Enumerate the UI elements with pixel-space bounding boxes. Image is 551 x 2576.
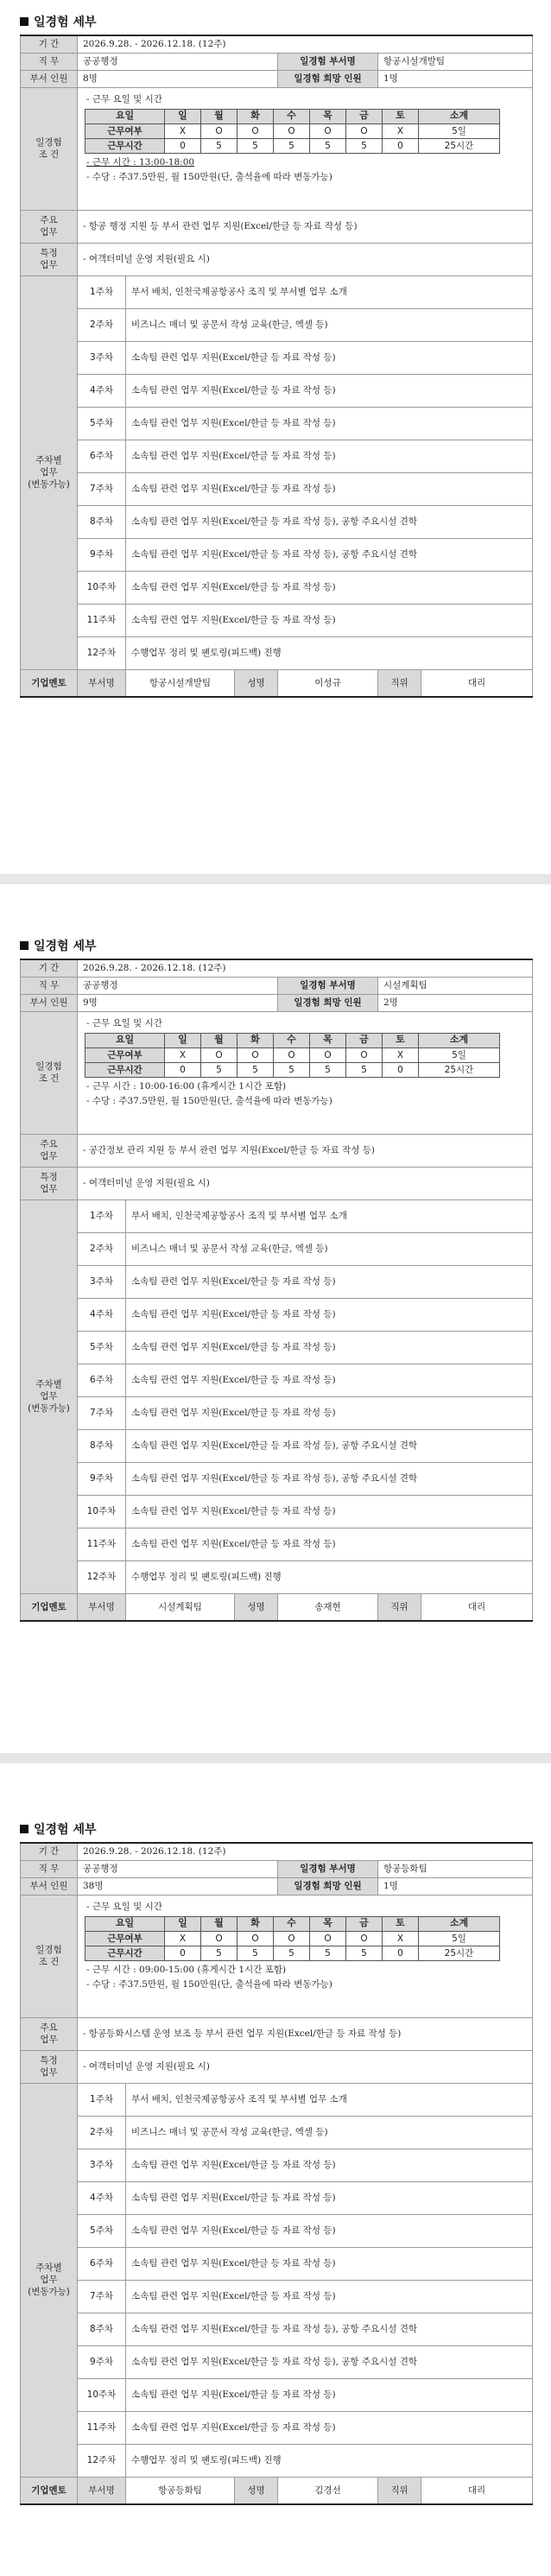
- schedule-cell: 5: [274, 1946, 310, 1960]
- mentor-label: 기업멘토: [21, 1593, 78, 1621]
- week-task: 소속팀 관련 업무 지원(Excel/한글 등 자료 작성 등): [126, 2149, 533, 2181]
- schedule-header-cell: 수: [274, 1916, 310, 1931]
- weekly-row: [21, 2411, 533, 2444]
- schedule-cell: O: [238, 1931, 274, 1946]
- job-label: 직 무: [21, 1860, 78, 1877]
- week-task: 소속팀 관련 업무 지원(Excel/한글 등 자료 작성 등): [126, 1528, 533, 1560]
- schedule-header-cell: 목: [310, 1033, 346, 1047]
- week-task: 소속팀 관련 업무 지원(Excel/한글 등 자료 작성 등): [126, 2411, 533, 2444]
- weekly-row: [21, 2116, 533, 2149]
- schedule-cell: X: [383, 1047, 419, 1062]
- week-label: 2주차: [78, 308, 126, 341]
- schedule-header-cell: 토: [383, 1033, 419, 1047]
- mentor-name-label: 성명: [235, 669, 278, 697]
- schedule-table: [85, 1916, 500, 1961]
- schedule-cell: 0: [383, 138, 419, 153]
- mentor-name-value: 송재현: [278, 1593, 378, 1621]
- weekly-row: [21, 505, 533, 538]
- week-task: 소속팀 관련 업무 지원(Excel/한글 등 자료 작성 등): [126, 2181, 533, 2214]
- week-task: 소속팀 관련 업무 지원(Excel/한글 등 자료 작성 등): [126, 472, 533, 505]
- special-duty-value: - 여객터미널 운영 지원(필요 시): [78, 2050, 533, 2083]
- wanted-label: 일경험 희망 인원: [278, 1877, 378, 1895]
- week-task: 소속팀 관련 업무 지원(Excel/한글 등 자료 작성 등): [126, 374, 533, 407]
- dept-label: 일경험 부서명: [278, 1860, 378, 1877]
- schedule-cell: 0: [165, 138, 201, 153]
- week-label: 12주차: [78, 1560, 126, 1593]
- weekly-row: [21, 1396, 533, 1429]
- square-bullet-icon: [20, 941, 28, 950]
- section-heading: [20, 937, 97, 954]
- week-label: 8주차: [78, 1429, 126, 1462]
- square-bullet-icon: [20, 1825, 28, 1833]
- weekly-row: [21, 2313, 533, 2345]
- schedule-cell: 5: [310, 1946, 346, 1960]
- schedule-cell: O: [201, 123, 238, 138]
- schedule-cell: O: [238, 1047, 274, 1062]
- members-label: 부서 인원: [21, 1877, 78, 1895]
- schedule-cell: 5: [201, 138, 238, 153]
- schedule-row: [86, 1946, 500, 1960]
- week-task: 소속팀 관련 업무 지원(Excel/한글 등 자료 작성 등): [126, 341, 533, 374]
- condition-cell: [78, 1895, 533, 2017]
- main-duty-value: - 항공등화시스템 운영 보조 등 부서 관련 업무 지원(Excel/한글 등 자료 작성 등): [78, 2017, 533, 2050]
- week-label: 1주차: [78, 275, 126, 308]
- schedule-cell: X: [165, 123, 201, 138]
- period-label: 기 간: [21, 1843, 78, 1860]
- schedule-row-label: 근무시간: [86, 1062, 165, 1077]
- hours-note: - 근무 시간 : 10:00-16:00 (휴게시간 1시간 포함): [86, 1080, 287, 1092]
- schedule-header-cell: 소계: [419, 109, 500, 123]
- schedule-header-cell: 금: [346, 1916, 383, 1931]
- week-label: 2주차: [78, 1232, 126, 1265]
- schedule-row: [86, 123, 500, 138]
- week-label: 3주차: [78, 1265, 126, 1298]
- dept-label: 일경험 부서명: [278, 977, 378, 994]
- weekly-row: [21, 1495, 533, 1528]
- dept-value: 항공시설개발팀: [378, 53, 533, 70]
- schedule-cell: 5: [310, 138, 346, 153]
- schedule-header-cell: 일: [165, 109, 201, 123]
- week-label: 6주차: [78, 440, 126, 472]
- condition-title: - 근무 요일 및 시간: [86, 1901, 162, 1912]
- week-task: 소속팀 관련 업무 지원(Excel/한글 등 자료 작성 등): [126, 407, 533, 440]
- schedule-header-cell: 일: [165, 1033, 201, 1047]
- weekly-row: [21, 538, 533, 571]
- section-title: 일경험 세부: [34, 1823, 97, 1837]
- condition-label: 일경험 조 건: [21, 1011, 78, 1134]
- schedule-cell: 5: [238, 1946, 274, 1960]
- schedule-cell: X: [165, 1047, 201, 1062]
- week-task: 소속팀 관련 업무 지원(Excel/한글 등 자료 작성 등): [126, 1265, 533, 1298]
- wanted-label: 일경험 희망 인원: [278, 70, 378, 87]
- week-label: 9주차: [78, 538, 126, 571]
- schedule-row: [86, 1062, 500, 1077]
- wanted-value: 1명: [378, 70, 533, 87]
- schedule-cell: O: [310, 123, 346, 138]
- schedule-header-cell: 목: [310, 1916, 346, 1931]
- schedule-cell: O: [201, 1047, 238, 1062]
- week-task: 비즈니스 매너 및 공문서 작성 교육(한글, 엑셀 등): [126, 1232, 533, 1265]
- mentor-position-label: 직위: [378, 1593, 421, 1621]
- schedule-header-cell: 금: [346, 109, 383, 123]
- week-task: 소속팀 관련 업무 지원(Excel/한글 등 자료 작성 등): [126, 2280, 533, 2313]
- week-label: 10주차: [78, 571, 126, 604]
- weekly-row: [21, 374, 533, 407]
- members-label: 부서 인원: [21, 70, 78, 87]
- schedule-header-cell: 수: [274, 1033, 310, 1047]
- schedule-header-cell: 요일: [86, 109, 165, 123]
- mentor-label: 기업멘토: [21, 669, 78, 697]
- schedule-cell: O: [310, 1047, 346, 1062]
- weekly-row: [21, 472, 533, 505]
- schedule-cell: 5: [346, 138, 383, 153]
- dept-value: 시설계획팀: [378, 977, 533, 994]
- schedule-row-label: 근무시간: [86, 1946, 165, 1960]
- schedule-cell: 0: [383, 1062, 419, 1077]
- condition-label: 일경험 조 건: [21, 1895, 78, 2017]
- weekly-row: [21, 2247, 533, 2280]
- schedule-row-label: 근무여부: [86, 1931, 165, 1946]
- detail-table: [20, 35, 533, 698]
- weekly-row: [21, 275, 533, 308]
- schedule-header-row: [86, 1916, 500, 1931]
- condition-title: - 근무 요일 및 시간: [86, 1017, 162, 1029]
- special-duty-label: 특정 업무: [21, 2050, 78, 2083]
- schedule-header-cell: 소계: [419, 1033, 500, 1047]
- week-task: 소속팀 관련 업무 지원(Excel/한글 등 자료 작성 등): [126, 1331, 533, 1364]
- special-duty-value: - 여객터미널 운영 지원(필요 시): [78, 243, 533, 275]
- weekly-row: [21, 1429, 533, 1462]
- week-label: 7주차: [78, 1396, 126, 1429]
- week-label: 11주차: [78, 604, 126, 636]
- weekly-row: [21, 636, 533, 669]
- weekly-row: [21, 2345, 533, 2378]
- weekly-label: 주차별 업무 (변동가능): [21, 275, 78, 669]
- weekly-row: [21, 1462, 533, 1495]
- hours-note: - 근무 시간 : 13:00-18:00: [86, 156, 195, 168]
- schedule-row: [86, 138, 500, 153]
- schedule-cell: 25시간: [419, 1946, 500, 1960]
- week-label: 7주차: [78, 2280, 126, 2313]
- schedule-header-cell: 일: [165, 1916, 201, 1931]
- week-label: 9주차: [78, 1462, 126, 1495]
- week-label: 4주차: [78, 374, 126, 407]
- schedule-cell: X: [383, 123, 419, 138]
- week-task: 소속팀 관련 업무 지원(Excel/한글 등 자료 작성 등), 공항 주요시설 견학: [126, 1462, 533, 1495]
- mentor-label: 기업멘토: [21, 2477, 78, 2504]
- section-title: 일경험 세부: [34, 16, 97, 29]
- section-heading: [20, 1820, 97, 1838]
- schedule-header-cell: 요일: [86, 1916, 165, 1931]
- week-task: 소속팀 관련 업무 지원(Excel/한글 등 자료 작성 등): [126, 571, 533, 604]
- schedule-header-cell: 월: [201, 1033, 238, 1047]
- schedule-cell: 5: [274, 138, 310, 153]
- schedule-cell: O: [238, 123, 274, 138]
- schedule-row-label: 근무시간: [86, 138, 165, 153]
- main-duty-label: 주요 업무: [21, 2017, 78, 2050]
- week-task: 부서 배치, 인천국제공항공사 조직 및 부서별 업무 소개: [126, 1199, 533, 1232]
- weekly-row: [21, 2444, 533, 2477]
- schedule-cell: 0: [165, 1946, 201, 1960]
- condition-title: - 근무 요일 및 시간: [86, 93, 162, 104]
- weekly-row: [21, 407, 533, 440]
- week-label: 1주차: [78, 2083, 126, 2116]
- work-experience-section: [0, 1807, 551, 2576]
- mentor-dept-label: 부서명: [78, 669, 126, 697]
- schedule-cell: 5: [238, 138, 274, 153]
- weekly-row: [21, 1364, 533, 1396]
- wanted-label: 일경험 희망 인원: [278, 994, 378, 1011]
- members-label: 부서 인원: [21, 994, 78, 1011]
- condition-label: 일경험 조 건: [21, 87, 78, 210]
- week-task: 소속팀 관련 업무 지원(Excel/한글 등 자료 작성 등): [126, 1364, 533, 1396]
- schedule-cell: 5: [274, 1062, 310, 1077]
- schedule-table: [85, 109, 500, 154]
- wanted-value: 1명: [378, 1877, 533, 1895]
- week-task: 수행업무 정리 및 팬토링(피드백) 진행: [126, 636, 533, 669]
- period-value: 2026.9.28. - 2026.12.18. (12주): [78, 35, 533, 53]
- schedule-header-cell: 화: [238, 109, 274, 123]
- weekly-row: [21, 2378, 533, 2411]
- schedule-cell: O: [274, 1047, 310, 1062]
- week-label: 12주차: [78, 2444, 126, 2477]
- detail-table: [20, 959, 533, 1622]
- week-task: 소속팀 관련 업무 지원(Excel/한글 등 자료 작성 등): [126, 2247, 533, 2280]
- pay-note: - 수당 : 주37.5만원, 월 150만원(단, 출석율에 따라 변동가능): [86, 1095, 332, 1106]
- members-value: 9명: [78, 994, 278, 1011]
- week-task: 부서 배치, 인천국제공항공사 조직 및 부서별 업무 소개: [126, 275, 533, 308]
- week-label: 5주차: [78, 2214, 126, 2247]
- mentor-position-label: 직위: [378, 669, 421, 697]
- section-heading: [20, 13, 97, 30]
- schedule-cell: 5일: [419, 1047, 500, 1062]
- schedule-cell: O: [274, 123, 310, 138]
- schedule-cell: 0: [383, 1946, 419, 1960]
- schedule-header-cell: 수: [274, 109, 310, 123]
- week-task: 소속팀 관련 업무 지원(Excel/한글 등 자료 작성 등), 공항 주요시설 견학: [126, 2313, 533, 2345]
- schedule-cell: X: [383, 1931, 419, 1946]
- period-label: 기 간: [21, 35, 78, 53]
- schedule-row: [86, 1931, 500, 1946]
- schedule-cell: 5: [346, 1946, 383, 1960]
- mentor-dept-label: 부서명: [78, 1593, 126, 1621]
- week-label: 10주차: [78, 1495, 126, 1528]
- pay-note: - 수당 : 주37.5만원, 월 150만원(단, 출석율에 따라 변동가능): [86, 1978, 332, 1990]
- week-label: 11주차: [78, 2411, 126, 2444]
- job-value: 공공행정: [78, 977, 278, 994]
- weekly-row: [21, 1528, 533, 1560]
- schedule-cell: 5: [238, 1062, 274, 1077]
- week-task: 수행업무 정리 및 팬토링(피드백) 진행: [126, 2444, 533, 2477]
- schedule-cell: 0: [165, 1062, 201, 1077]
- schedule-header-cell: 요일: [86, 1033, 165, 1047]
- schedule-table: [85, 1033, 500, 1078]
- schedule-cell: 5: [310, 1062, 346, 1077]
- main-duty-value: - 항공 행정 지원 등 부서 관련 업무 지원(Excel/한글 등 자료 작성 등): [78, 210, 533, 243]
- weekly-row: [21, 2280, 533, 2313]
- week-label: 2주차: [78, 2116, 126, 2149]
- week-task: 소속팀 관련 업무 지원(Excel/한글 등 자료 작성 등): [126, 1298, 533, 1331]
- condition-cell: [78, 1011, 533, 1134]
- mentor-name-label: 성명: [235, 1593, 278, 1621]
- job-label: 직 무: [21, 977, 78, 994]
- schedule-header-cell: 월: [201, 1916, 238, 1931]
- week-label: 7주차: [78, 472, 126, 505]
- schedule-header-cell: 소계: [419, 1916, 500, 1931]
- schedule-cell: 5일: [419, 1931, 500, 1946]
- schedule-header-cell: 월: [201, 109, 238, 123]
- period-value: 2026.9.28. - 2026.12.18. (12주): [78, 1843, 533, 1860]
- week-label: 5주차: [78, 1331, 126, 1364]
- weekly-row: [21, 1331, 533, 1364]
- week-task: 소속팀 관련 업무 지원(Excel/한글 등 자료 작성 등): [126, 604, 533, 636]
- week-label: 8주차: [78, 505, 126, 538]
- weekly-row: [21, 440, 533, 472]
- mentor-dept-value: 시설계획팀: [126, 1593, 235, 1621]
- schedule-header-row: [86, 109, 500, 123]
- schedule-header-cell: 토: [383, 109, 419, 123]
- mentor-dept-label: 부서명: [78, 2477, 126, 2504]
- week-task: 수행업무 정리 및 팬토링(피드백) 진행: [126, 1560, 533, 1593]
- week-label: 5주차: [78, 407, 126, 440]
- mentor-position-label: 직위: [378, 2477, 421, 2504]
- week-label: 4주차: [78, 1298, 126, 1331]
- schedule-header-cell: 토: [383, 1916, 419, 1931]
- schedule-header-cell: 화: [238, 1033, 274, 1047]
- weekly-row: [21, 341, 533, 374]
- weekly-row: [21, 308, 533, 341]
- section-title: 일경험 세부: [34, 940, 97, 953]
- week-label: 3주차: [78, 341, 126, 374]
- work-experience-section: [0, 0, 551, 769]
- mentor-position-value: 대리: [421, 669, 533, 697]
- dept-value: 항공등화팀: [378, 1860, 533, 1877]
- period-value: 2026.9.28. - 2026.12.18. (12주): [78, 959, 533, 977]
- week-label: 1주차: [78, 1199, 126, 1232]
- mentor-dept-value: 항공시설개발팀: [126, 669, 235, 697]
- week-task: 비즈니스 매너 및 공문서 작성 교육(한글, 엑셀 등): [126, 2116, 533, 2149]
- mentor-position-value: 대리: [421, 2477, 533, 2504]
- week-task: 소속팀 관련 업무 지원(Excel/한글 등 자료 작성 등): [126, 1495, 533, 1528]
- weekly-row: [21, 1560, 533, 1593]
- schedule-cell: O: [274, 1931, 310, 1946]
- weekly-row: [21, 1298, 533, 1331]
- dept-label: 일경험 부서명: [278, 53, 378, 70]
- members-value: 38명: [78, 1877, 278, 1895]
- weekly-row: [21, 2083, 533, 2116]
- main-duty-label: 주요 업무: [21, 1134, 78, 1167]
- mentor-position-value: 대리: [421, 1593, 533, 1621]
- schedule-row-label: 근무여부: [86, 123, 165, 138]
- week-label: 6주차: [78, 1364, 126, 1396]
- schedule-header-row: [86, 1033, 500, 1047]
- hours-note: - 근무 시간 : 09:00-15:00 (휴게시간 1시간 포함): [86, 1964, 287, 1975]
- weekly-row: [21, 2214, 533, 2247]
- wanted-value: 2명: [378, 994, 533, 1011]
- job-label: 직 무: [21, 53, 78, 70]
- special-duty-value: - 여객터미널 운영 지원(필요 시): [78, 1167, 533, 1199]
- special-duty-label: 특정 업무: [21, 243, 78, 275]
- schedule-header-cell: 금: [346, 1033, 383, 1047]
- schedule-cell: 25시간: [419, 1062, 500, 1077]
- condition-cell: [78, 87, 533, 210]
- schedule-cell: O: [310, 1931, 346, 1946]
- week-task: 소속팀 관련 업무 지원(Excel/한글 등 자료 작성 등), 공항 주요시설 견학: [126, 1429, 533, 1462]
- week-task: 비즈니스 매너 및 공문서 작성 교육(한글, 엑셀 등): [126, 308, 533, 341]
- mentor-name-value: 이성규: [278, 669, 378, 697]
- schedule-cell: O: [346, 123, 383, 138]
- week-label: 11주차: [78, 1528, 126, 1560]
- week-task: 소속팀 관련 업무 지원(Excel/한글 등 자료 작성 등): [126, 2214, 533, 2247]
- week-task: 소속팀 관련 업무 지원(Excel/한글 등 자료 작성 등), 공항 주요시설 견학: [126, 505, 533, 538]
- pay-note: - 수당 : 주37.5만원, 월 150만원(단, 출석율에 따라 변동가능): [86, 171, 332, 182]
- schedule-header-cell: 목: [310, 109, 346, 123]
- schedule-cell: 5: [346, 1062, 383, 1077]
- page-separator: [0, 874, 551, 884]
- week-label: 10주차: [78, 2378, 126, 2411]
- schedule-cell: X: [165, 1931, 201, 1946]
- job-value: 공공행정: [78, 1860, 278, 1877]
- week-label: 3주차: [78, 2149, 126, 2181]
- schedule-cell: O: [346, 1931, 383, 1946]
- main-duty-label: 주요 업무: [21, 210, 78, 243]
- schedule-header-cell: 화: [238, 1916, 274, 1931]
- schedule-cell: 5일: [419, 123, 500, 138]
- mentor-name-label: 성명: [235, 2477, 278, 2504]
- members-value: 8명: [78, 70, 278, 87]
- job-value: 공공행정: [78, 53, 278, 70]
- week-task: 소속팀 관련 업무 지원(Excel/한글 등 자료 작성 등), 공항 주요시설 견학: [126, 2345, 533, 2378]
- work-experience-section: [0, 924, 551, 1693]
- mentor-dept-value: 항공등화팀: [126, 2477, 235, 2504]
- detail-table: [20, 1842, 533, 2505]
- schedule-cell: O: [201, 1931, 238, 1946]
- schedule-cell: 5: [201, 1946, 238, 1960]
- square-bullet-icon: [20, 17, 28, 26]
- weekly-label: 주차별 업무 (변동가능): [21, 1199, 78, 1593]
- weekly-row: [21, 1199, 533, 1232]
- week-task: 부서 배치, 인천국제공항공사 조직 및 부서별 업무 소개: [126, 2083, 533, 2116]
- week-task: 소속팀 관련 업무 지원(Excel/한글 등 자료 작성 등), 공항 주요시설 견학: [126, 538, 533, 571]
- mentor-name-value: 김경선: [278, 2477, 378, 2504]
- weekly-row: [21, 2181, 533, 2214]
- week-task: 소속팀 관련 업무 지원(Excel/한글 등 자료 작성 등): [126, 1396, 533, 1429]
- week-label: 9주차: [78, 2345, 126, 2378]
- week-task: 소속팀 관련 업무 지원(Excel/한글 등 자료 작성 등): [126, 440, 533, 472]
- weekly-row: [21, 571, 533, 604]
- weekly-row: [21, 1265, 533, 1298]
- page-separator: [0, 1753, 551, 1763]
- week-label: 12주차: [78, 636, 126, 669]
- schedule-cell: 25시간: [419, 138, 500, 153]
- week-label: 6주차: [78, 2247, 126, 2280]
- week-task: 소속팀 관련 업무 지원(Excel/한글 등 자료 작성 등): [126, 2378, 533, 2411]
- weekly-row: [21, 604, 533, 636]
- week-label: 8주차: [78, 2313, 126, 2345]
- week-label: 4주차: [78, 2181, 126, 2214]
- weekly-row: [21, 1232, 533, 1265]
- schedule-cell: O: [346, 1047, 383, 1062]
- period-label: 기 간: [21, 959, 78, 977]
- weekly-label: 주차별 업무 (변동가능): [21, 2083, 78, 2477]
- weekly-row: [21, 2149, 533, 2181]
- main-duty-value: - 공간정보 관리 지원 등 부서 관련 업무 지원(Excel/한글 등 자료 작성 등): [78, 1134, 533, 1167]
- schedule-cell: 5: [201, 1062, 238, 1077]
- schedule-row: [86, 1047, 500, 1062]
- schedule-row-label: 근무여부: [86, 1047, 165, 1062]
- special-duty-label: 특정 업무: [21, 1167, 78, 1199]
